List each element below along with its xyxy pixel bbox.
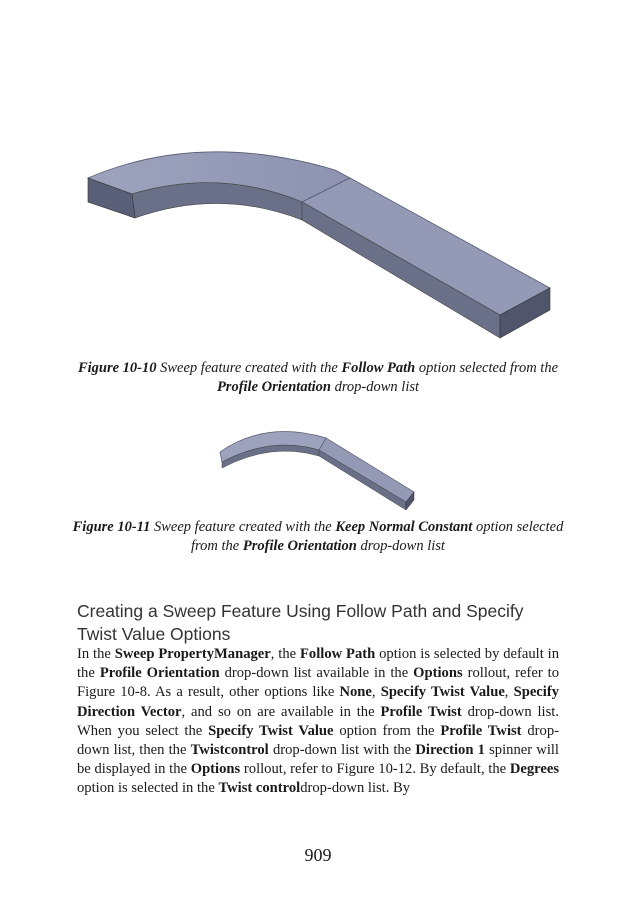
figure-10-11-image bbox=[216, 424, 420, 514]
figure-10-10-image bbox=[80, 150, 560, 350]
page-number: 909 bbox=[304, 845, 332, 865]
figure-10-10-caption: Figure 10-10 Sweep feature created with the Follow Path option selected from the Profile Orientation drop-down list bbox=[77, 360, 559, 395]
section-paragraph: In the Sweep PropertyManager, the Follow Path option is selected by default in the Profile Orientation drop-down list available in the Options rollout, refer to Figure 10-8. As a result, other options like None, Specify Twist Value, Specify Direction Vector, and so on are available in the Profile Twist drop-down list. When you select the Specify Twist Value option from the Profile Twist drop-down list, then the Twistcontrol drop-down list with the Direction 1 spinner will be displayed in the Options rollout, refer to Figure 10-12. By default, the Degrees option is selected in the Twist controldrop-down list. By bbox=[77, 646, 560, 797]
section-heading: Creating a Sweep Feature Using Follow Path and Specify Twist Value Options bbox=[77, 601, 524, 644]
figure-10-11-caption: Figure 10-11 Sweep feature created with the Keep Normal Constant option selected from the Profile Orientation drop-down list bbox=[72, 519, 564, 554]
